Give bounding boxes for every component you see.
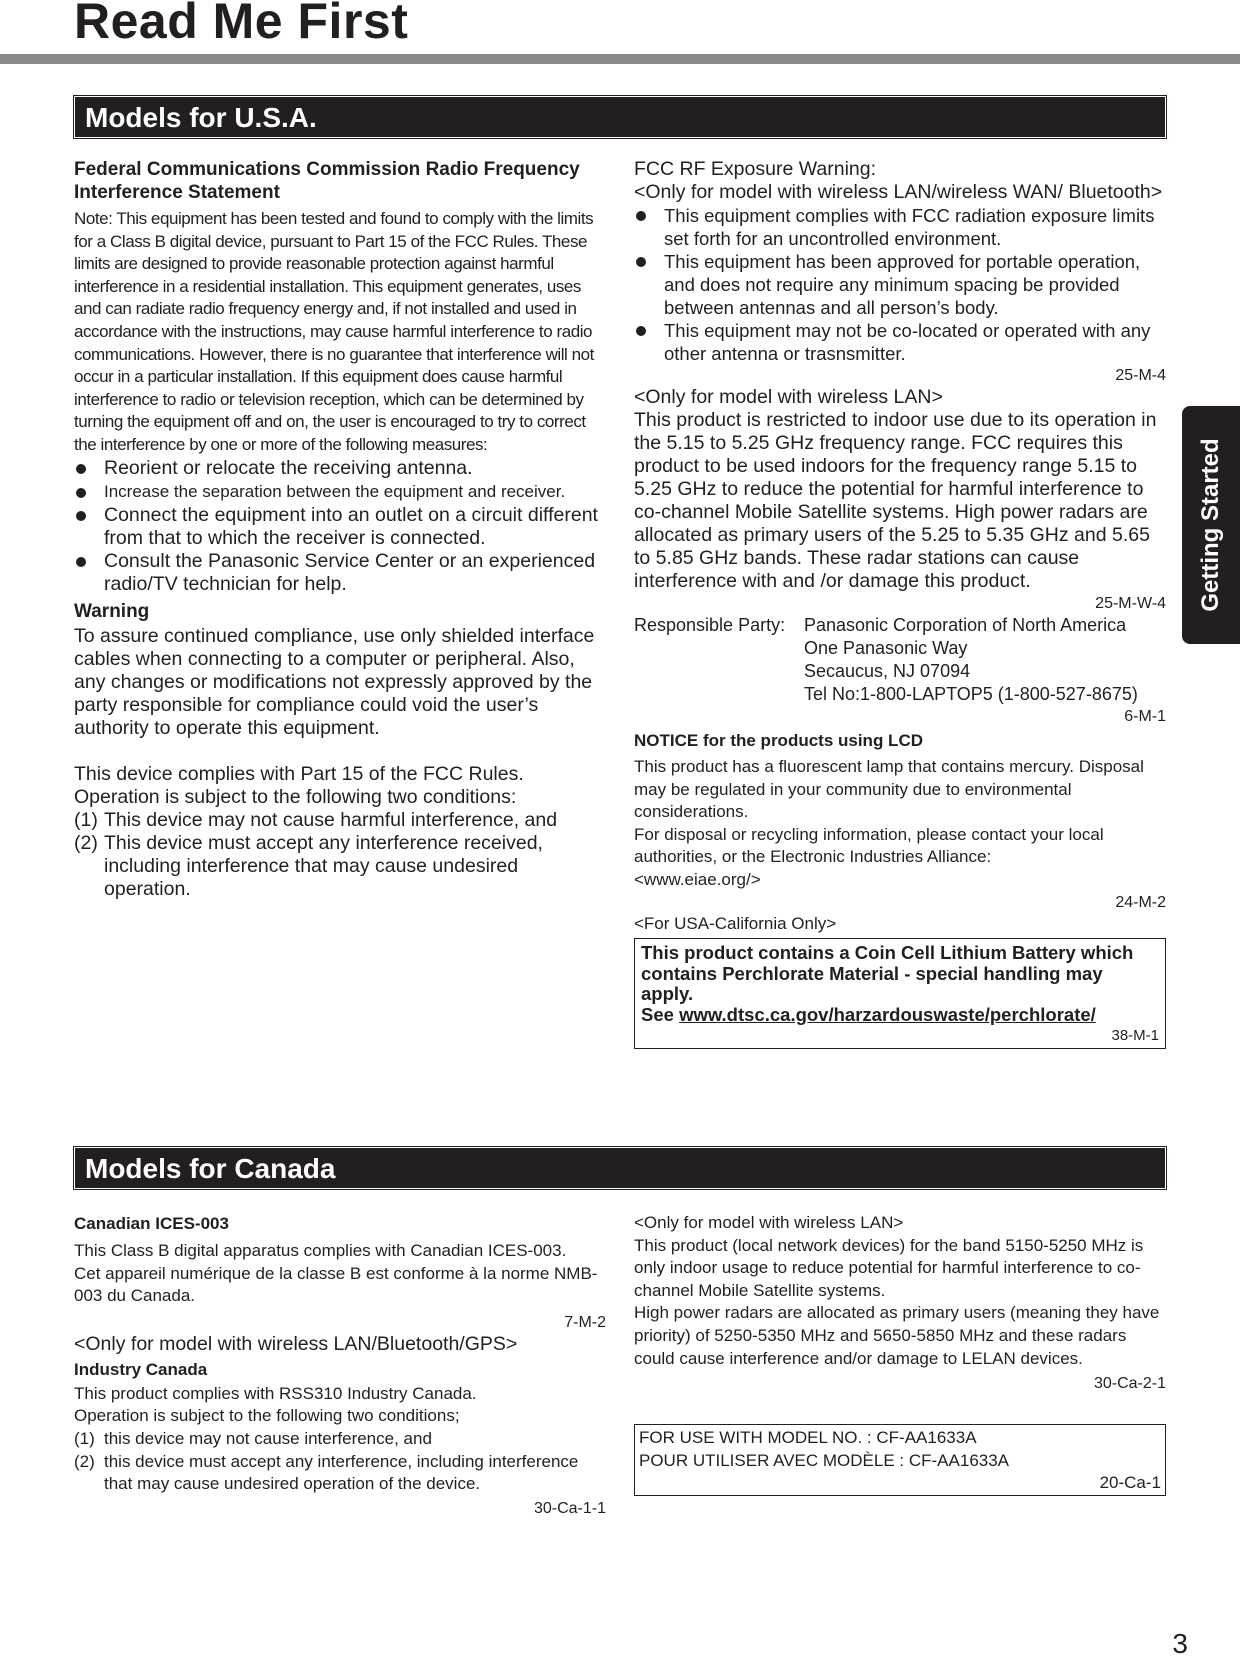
warning-heading: Warning [74, 601, 150, 623]
condition-text: this device must accept any interference, including interference that may cause undesired operation of the device. [104, 1451, 579, 1494]
regulatory-code: 24-M-2 [1115, 893, 1166, 911]
fcc-note: Note: This equipment has been tested and found to comply with the limits for a Class B digital device, pursuant to Part 15 of the FCC Rules. These limits are designed to provide reasonable protection against harmful interference in a residential installation. This equipment generates, uses and can radiate radio frequency energy and, if not installed and used in accordance with the instructions, may cause harmful interference to radio communications. However, there is no guarantee that interference will not occur in a particular installation. If this equipment does cause harmful interference to radio or television reception, which can be determined by turning the equipment off and on, the user is encouraged to try to correct the interference by one or more of the following measures: [74, 209, 594, 454]
condition-text: This device may not cause harmful interference, and [104, 809, 558, 832]
side-tab-label: Getting Started [1197, 438, 1224, 612]
usa-section-heading: Models for U.S.A. [74, 96, 1166, 138]
canada-lan-text: High power radars are allocated as primary users (meaning they have priority) of 5250-5350 MHz and 5650-5850 MHz and these radars could cause interference and/or damage to LELAN devices. [634, 1303, 1160, 1368]
rf-bullet: This equipment may not be co-located or operated with any other antenna or trasnsmitter. [634, 319, 1166, 365]
regulatory-code: 30-Ca-2-1 [1093, 1375, 1166, 1393]
rf-bullet: This equipment complies with FCC radiation exposure limits set forth for an uncontrolled environment. [634, 204, 1166, 250]
canada-scope: <Only for model with wireless LAN/Bluetooth/GPS> [74, 1332, 518, 1355]
ices-heading: Canadian ICES-003 [74, 1214, 229, 1233]
condition-item [74, 1451, 606, 1496]
page-title: Read Me First [74, 0, 409, 49]
title-rule [0, 54, 1240, 64]
california-scope: <For USA-California Only> [634, 913, 837, 933]
canada-lan-scope: <Only for model with wireless LAN> [634, 1213, 904, 1232]
regulatory-code: 38-M-1 [1111, 1027, 1159, 1045]
battery-notice-box [634, 938, 1166, 1049]
ic-text: Operation is subject to the following two conditions; [74, 1406, 460, 1426]
lcd-url: <www.eiae.org/> [634, 869, 761, 889]
condition-number: (2) [74, 832, 98, 855]
model-line-en: FOR USE WITH MODEL NO. : CF-AA1633A [639, 1428, 977, 1448]
measure-item: Reorient or relocate the receiving antenna. [74, 457, 606, 480]
model-number-box [634, 1424, 1166, 1496]
canada-lan-text: This product (local network devices) for the band 5150-5250 MHz is only indoor usage to reduce potential for harmful interference to co-channel Mobile Satellite systems. [634, 1235, 1144, 1300]
battery-see-label: See [641, 1003, 674, 1025]
ices-text-en: This Class B digital apparatus complies with Canadian ICES-003. [74, 1241, 567, 1260]
usa-left-column [74, 158, 606, 901]
condition-number: (1) [74, 809, 98, 832]
condition-number: (2) [74, 1451, 95, 1471]
usa-right-column [634, 158, 1166, 1049]
condition-text: this device may not cause interference, and [104, 1428, 432, 1448]
regulatory-code: 20-Ca-1 [1099, 1473, 1161, 1493]
rf-scope: <Only for model with wireless LAN/wireless WAN/ Bluetooth> [634, 181, 1163, 203]
measure-item: Consult the Panasonic Service Center or an experienced radio/TV technician for help. [74, 550, 606, 596]
lan-text: This product is restricted to indoor use due to its operation in the 5.15 to 5.25 GHz frequency range. FCC requires this product to be used indoors for the frequency range 5.15 to 5.25 GHz to reduce the potential for harmful interference to co-channel Mobile Satellite systems. High power radars are allocated as primary users of the 5.25 to 5.35 GHz and 5.65 to 5.85 GHz bands. These radar stations can cause interference with and /or damage this product. [634, 409, 1157, 592]
party-line: One Panasonic Way [804, 638, 968, 658]
regulatory-code: 25-M-W-4 [1095, 595, 1166, 612]
perchlorate-link[interactable]: www.dtsc.ca.gov/harzardouswaste/perchlorate/ [679, 1003, 1096, 1025]
measure-item: Connect the equipment into an outlet on a circuit different from that to which the receiver is connected. [74, 504, 606, 550]
ices-text-fr: Cet appareil numérique de la classe B est conforme à la norme NMB-003 du Canada. [74, 1263, 598, 1306]
condition-number: (1) [74, 1428, 95, 1448]
rf-title: FCC RF Exposure Warning: [634, 158, 877, 180]
regulatory-code: 30-Ca-1-1 [533, 1499, 606, 1517]
responsible-party [634, 614, 1166, 706]
party-label: Responsible Party: [634, 615, 786, 635]
condition-item [74, 832, 606, 901]
measure-item: Increase the separation between the equipment and receiver. [74, 481, 606, 504]
condition-item [74, 809, 606, 832]
page-number: 3 [1172, 1628, 1188, 1659]
side-tab [1182, 406, 1240, 644]
party-line: Panasonic Corporation of North America [804, 615, 1127, 635]
regulatory-code: 25-M-4 [1115, 367, 1166, 384]
battery-text: This product contains a Coin Cell Lithium Battery which contains Perchlorate Material - special handling may apply. [641, 942, 1134, 1005]
canada-right-column [634, 1212, 1166, 1496]
model-line-fr: POUR UTILISER AVEC MODÈLE : CF-AA1633A [639, 1450, 1010, 1470]
party-line: Secaucus, NJ 07094 [804, 661, 971, 681]
lcd-text: For disposal or recycling information, please contact your local authorities, or the Electronic Industries Alliance: [634, 824, 1104, 867]
condition-item [74, 1428, 606, 1451]
lcd-text: This product has a fluorescent lamp that contains mercury. Disposal may be regulated in your community due to environmental considerations. [634, 757, 1144, 822]
ic-text: This product complies with RSS310 Industry Canada. [74, 1383, 477, 1403]
party-line: Tel No:1-800-LAPTOP5 (1-800-527-8675) [804, 684, 1138, 704]
canada-left-column [74, 1212, 606, 1519]
part15-intro: This device complies with Part 15 of the FCC Rules. Operation is subject to the following two conditions: [74, 763, 524, 809]
lan-scope: <Only for model with wireless LAN> [634, 386, 943, 408]
canada-section-heading: Models for Canada [74, 1147, 1166, 1189]
warning-text: To assure continued compliance, use only shielded interface cables when connecting to a computer or peripheral. Also, any changes or modifications not expressly approved by the party responsible for compliance could void the user’s authority to operate this equipment. [74, 625, 595, 740]
lcd-heading: NOTICE for the products using LCD [634, 731, 923, 750]
regulatory-code: 6-M-1 [1124, 708, 1166, 725]
condition-text: This device must accept any interference received, including interference that may cause undesired operation. [104, 832, 543, 901]
rf-bullet: This equipment has been approved for portable operation, and does not require any minimum spacing be provided between antennas and all person’s body. [634, 250, 1166, 319]
regulatory-code: 7-M-2 [564, 1313, 606, 1331]
industry-canada-heading: Industry Canada [74, 1359, 208, 1379]
fcc-heading: Federal Communications Commission Radio Frequency Interference Statement [74, 159, 580, 203]
